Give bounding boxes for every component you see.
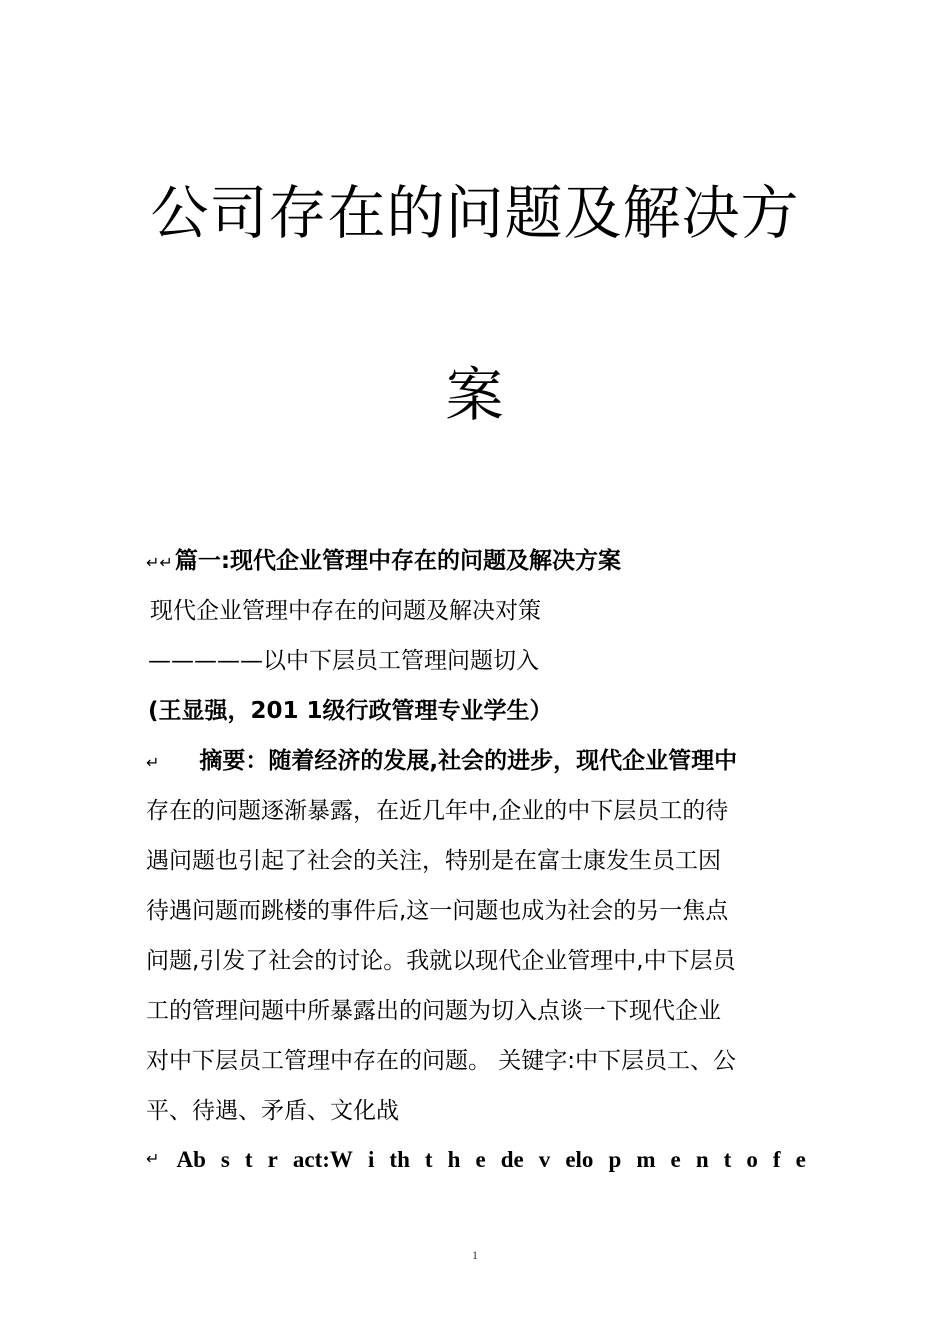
abstract-cn-line xyxy=(146,746,737,778)
abstract-cn-line: 平、待遇、矛盾、文化战 xyxy=(146,1098,399,1124)
subtitle: 现代企业管理中存在的问题及解决对策 xyxy=(150,598,541,624)
abstract-cn-line: 工的管理问题中所暴露出的问题为切入点谈一下现代企业 xyxy=(146,998,721,1024)
paragraph-mark-icon: ↵↵ xyxy=(146,553,173,572)
abstract-en-token: t xyxy=(424,1147,433,1172)
section-heading xyxy=(146,546,621,578)
abstract-en-token: e xyxy=(795,1147,806,1172)
abstract-cn-line: 问题,引发了社会的讨论。我就以现代企业管理中,中下层员 xyxy=(146,948,736,974)
abstract-en-token: o xyxy=(746,1147,758,1172)
author-line: (王显强，201 1级行政管理专业学生） xyxy=(148,698,553,724)
page-number: 1 xyxy=(472,1248,478,1262)
abstract-en-token: e xyxy=(475,1147,486,1172)
abstract-en-token: th xyxy=(389,1147,410,1172)
abstract-cn-text: 摘要：随着经济的发展,社会的进步，现代企业管理中 xyxy=(199,748,738,774)
abstract-en-token: f xyxy=(772,1147,781,1172)
abstract-en-token: t xyxy=(723,1147,732,1172)
abstract-en-token: s xyxy=(220,1147,230,1172)
abstract-cn-line: 对中下层员工管理中存在的问题。 关键字:中下层员工、公 xyxy=(146,1048,737,1074)
abstract-en-token: v xyxy=(538,1147,551,1172)
abstract-en-token: t xyxy=(244,1147,253,1172)
document-title-line-1: 公司存在的问题及解决方 xyxy=(150,179,800,247)
abstract-cn-line: 待遇问题而跳楼的事件后,这一问题也成为社会的另一焦点 xyxy=(146,898,729,924)
abstract-cn-line: 存在的问题逐渐暴露，在近几年中,企业的中下层员工的待 xyxy=(146,798,729,824)
abstract-en-token: de xyxy=(500,1147,524,1172)
abstract-en-token: m xyxy=(636,1147,656,1172)
abstract-en-token: e xyxy=(670,1147,681,1172)
abstract-en-token: elo xyxy=(565,1147,594,1172)
abstract-en-token: p xyxy=(608,1147,622,1172)
paragraph-mark-icon: ↵ xyxy=(146,753,160,772)
paragraph-mark-icon: ↵ xyxy=(146,1151,160,1168)
abstract-en-token: n xyxy=(695,1147,709,1172)
abstract-en-token: Ab xyxy=(176,1147,206,1172)
document-title-line-2: 案 xyxy=(445,361,505,429)
abstract-en-token: h xyxy=(447,1147,461,1172)
abstract-en-token: i xyxy=(367,1147,375,1172)
abstract-cn-line: 遇问题也引起了社会的关注，特别是在富士康发生员工因 xyxy=(146,848,721,874)
abstract-en-token: act:W xyxy=(292,1147,353,1172)
sub-subtitle: —————以中下层员工管理问题切入 xyxy=(148,648,539,674)
abstract-en-line xyxy=(146,1145,806,1175)
abstract-en-token: r xyxy=(267,1147,278,1172)
section-heading-text: 篇一:现代企业管理中存在的问题及解决方案 xyxy=(174,548,622,574)
